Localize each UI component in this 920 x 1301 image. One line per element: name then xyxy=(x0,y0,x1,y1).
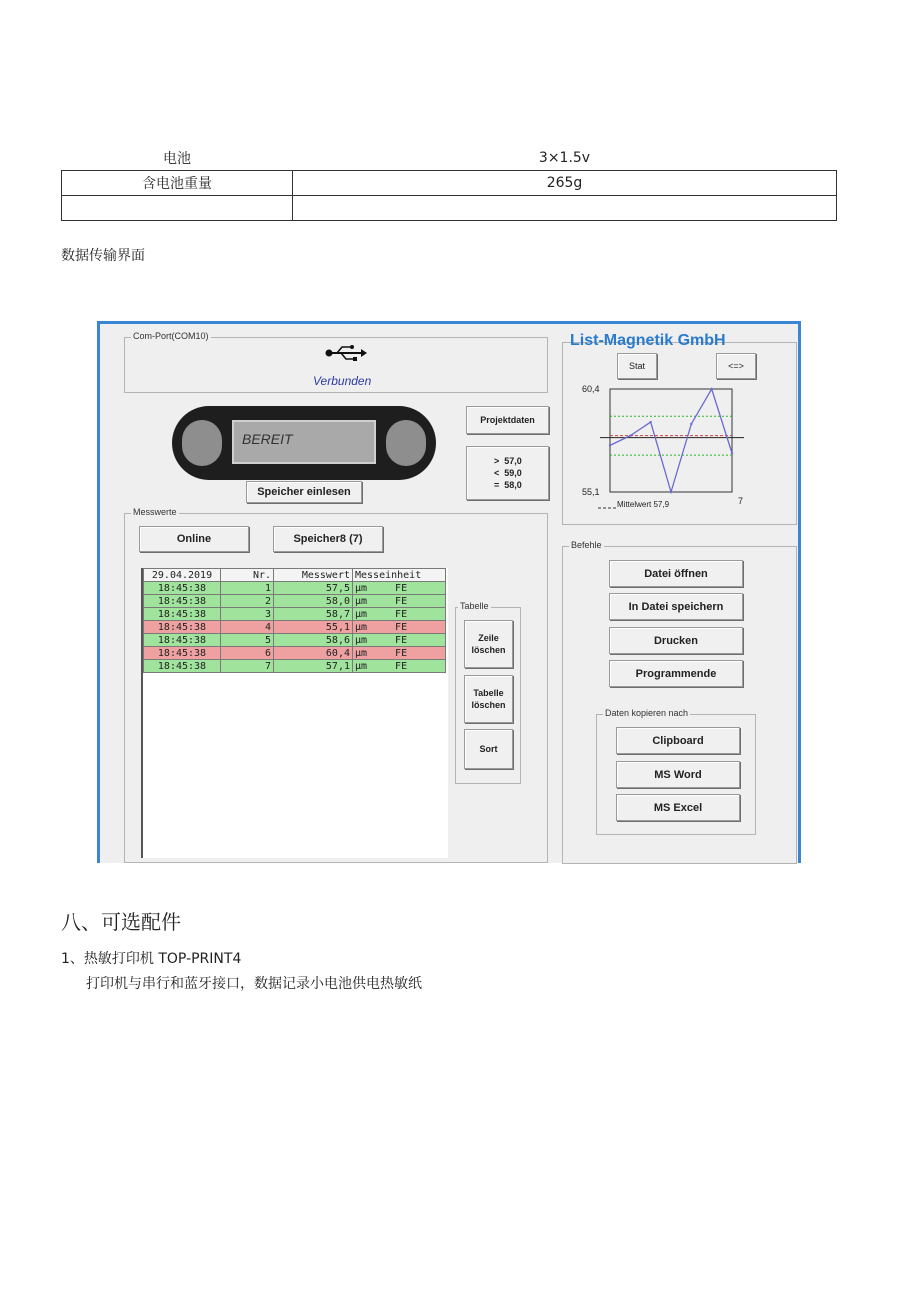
speicher-einlesen-button[interactable]: Speicher einlesen xyxy=(246,481,362,503)
section-caption: 数据传输界面 xyxy=(61,248,145,264)
spec-row xyxy=(62,196,837,221)
row-unit-cell xyxy=(353,621,446,634)
header-nr: Nr. xyxy=(221,569,274,582)
spec-table xyxy=(61,146,837,221)
programmende-button[interactable]: Programmende xyxy=(609,660,743,687)
data-point xyxy=(690,423,692,425)
kopieren-title: Daten kopieren nach xyxy=(605,708,689,718)
row-value: 57,1 xyxy=(274,660,353,673)
row-nr: 6 xyxy=(221,647,274,660)
device-left-cap xyxy=(182,420,222,466)
tabelle-title: Tabelle xyxy=(460,601,489,611)
row-base: FE xyxy=(395,660,408,672)
item1-title: 1、热敏打印机 TOP-PRINT4 xyxy=(61,951,242,967)
y-min-label: 55,1 xyxy=(582,487,600,497)
row-unit-cell xyxy=(353,634,446,647)
limit-upper: < 59,0 xyxy=(494,468,522,478)
row-unit: µm xyxy=(355,621,368,633)
item1-description: 打印机与串行和蓝牙接口，数据记录小电池供电热敏纸 xyxy=(86,976,422,992)
tabelle-loeschen-button[interactable]: Tabelle löschen xyxy=(464,675,513,723)
spec-row xyxy=(62,146,837,171)
header-messwert: Messwert xyxy=(274,569,353,582)
connection-status: Verbunden xyxy=(313,374,372,388)
befehle-title: Befehle xyxy=(571,540,602,550)
row-unit: µm xyxy=(355,660,368,672)
usb-icon xyxy=(325,344,367,362)
row-nr: 3 xyxy=(221,608,274,621)
limit-lower: > 57,0 xyxy=(494,456,522,466)
row-time: 18:45:38 xyxy=(144,582,221,595)
speicher-button[interactable]: Speicher8 (7) xyxy=(273,526,383,552)
ms-excel-button[interactable]: MS Excel xyxy=(616,794,740,821)
data-point xyxy=(710,388,712,390)
spec-row xyxy=(62,171,837,196)
y-max-label: 60,4 xyxy=(582,384,600,394)
spec-label: 电池 xyxy=(163,151,191,167)
table-row[interactable] xyxy=(144,634,446,647)
row-time: 18:45:38 xyxy=(144,608,221,621)
row-base: FE xyxy=(395,647,408,659)
device-right-cap xyxy=(386,420,426,466)
swap-button[interactable]: <=> xyxy=(716,353,756,379)
row-unit: µm xyxy=(355,608,368,620)
limits-panel[interactable] xyxy=(466,446,549,500)
row-unit-cell xyxy=(353,582,446,595)
row-unit: µm xyxy=(355,595,368,607)
drucken-button[interactable]: Drucken xyxy=(609,627,743,654)
row-value: 57,5 xyxy=(274,582,353,595)
row-nr: 7 xyxy=(221,660,274,673)
com-port-group xyxy=(124,331,548,393)
row-nr: 2 xyxy=(221,595,274,608)
table-row[interactable] xyxy=(144,647,446,660)
table-row[interactable] xyxy=(144,582,446,595)
legend-label: Mittelwert 57,9 xyxy=(617,500,670,509)
spec-label xyxy=(62,196,293,221)
spec-label: 含电池重量 xyxy=(62,171,293,196)
section8-title: 八、可选配件 xyxy=(61,910,181,934)
measurement-table[interactable] xyxy=(141,568,448,858)
datei-speichern-button[interactable]: In Datei speichern xyxy=(609,593,743,620)
spec-value: 3×1.5v xyxy=(538,150,591,166)
data-point xyxy=(649,421,651,423)
sort-button[interactable]: Sort xyxy=(464,729,513,769)
spec-value xyxy=(293,196,837,221)
row-base: FE xyxy=(395,634,408,646)
row-time: 18:45:38 xyxy=(144,660,221,673)
limit-nominal: = 58,0 xyxy=(494,480,522,490)
zeile-loeschen-button[interactable]: Zeile löschen xyxy=(464,620,513,668)
row-unit-cell xyxy=(353,608,446,621)
header-messeinheit: Messeinheit xyxy=(353,569,446,582)
lcd-readout: BEREIT xyxy=(232,420,376,464)
row-nr: 4 xyxy=(221,621,274,634)
clipboard-button[interactable]: Clipboard xyxy=(616,727,740,754)
row-time: 18:45:38 xyxy=(144,634,221,647)
row-base: FE xyxy=(395,621,408,633)
online-button[interactable]: Online xyxy=(139,526,249,552)
row-unit: µm xyxy=(355,647,368,659)
app-window xyxy=(97,321,801,863)
spec-value: 265g xyxy=(293,171,837,196)
row-base: FE xyxy=(395,608,408,620)
row-value: 55,1 xyxy=(274,621,353,634)
chart-plot-frame xyxy=(610,389,732,492)
messwerte-title: Messwerte xyxy=(133,507,177,517)
datei-oeffnen-button[interactable]: Datei öffnen xyxy=(609,560,743,587)
row-value: 60,4 xyxy=(274,647,353,660)
brand-title: List-Magnetik GmbH xyxy=(570,332,726,349)
x-max-label: 7 xyxy=(738,496,744,506)
table-row[interactable] xyxy=(144,595,446,608)
row-unit-cell xyxy=(353,647,446,660)
row-unit: µm xyxy=(355,582,368,594)
header-date: 29.04.2019 xyxy=(144,569,221,582)
row-unit-cell xyxy=(353,595,446,608)
row-unit: µm xyxy=(355,634,368,646)
table-row[interactable] xyxy=(144,660,446,673)
row-value: 58,7 xyxy=(274,608,353,621)
measurement-chart xyxy=(570,379,770,514)
row-nr: 5 xyxy=(221,634,274,647)
com-port-title: Com-Port(COM10) xyxy=(133,331,209,341)
row-value: 58,6 xyxy=(274,634,353,647)
data-point xyxy=(731,452,733,454)
row-time: 18:45:38 xyxy=(144,647,221,660)
ms-word-button[interactable]: MS Word xyxy=(616,761,740,788)
row-time: 18:45:38 xyxy=(144,595,221,608)
row-time: 18:45:38 xyxy=(144,621,221,634)
table-header xyxy=(144,569,446,582)
row-value: 58,0 xyxy=(274,595,353,608)
data-point xyxy=(609,444,611,446)
data-point xyxy=(629,434,631,436)
row-base: FE xyxy=(395,595,408,607)
table-row[interactable] xyxy=(144,621,446,634)
projektdaten-button[interactable]: Projektdaten xyxy=(466,406,549,434)
data-point xyxy=(670,491,672,493)
row-nr: 1 xyxy=(221,582,274,595)
stat-button[interactable]: Stat xyxy=(617,353,657,379)
device-display xyxy=(172,406,436,480)
table-row[interactable] xyxy=(144,608,446,621)
row-unit-cell xyxy=(353,660,446,673)
row-base: FE xyxy=(395,582,408,594)
